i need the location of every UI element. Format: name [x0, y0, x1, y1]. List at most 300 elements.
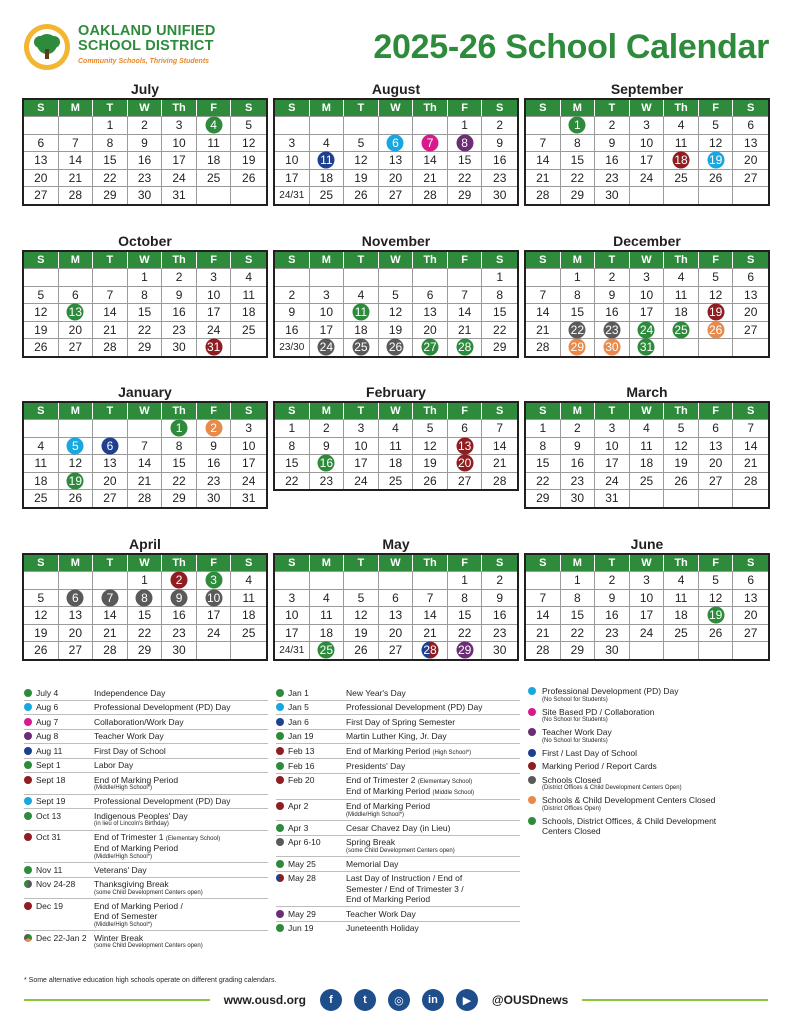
event-entry	[276, 872, 520, 908]
weekday-label: S	[496, 405, 504, 417]
event-entry	[24, 744, 268, 759]
day-number: 25	[206, 170, 221, 185]
day-cell	[310, 322, 345, 339]
day-cell	[664, 490, 699, 507]
event-date	[276, 702, 346, 713]
day-number: 31	[639, 340, 654, 355]
day-number: 27	[68, 340, 83, 355]
day-cell	[526, 607, 561, 624]
footer	[24, 988, 768, 1012]
day-cell	[379, 187, 414, 204]
twitter-icon[interactable]: t	[354, 989, 376, 1011]
day-cell	[275, 473, 310, 490]
day-cell	[231, 187, 266, 204]
week-row	[24, 606, 266, 624]
day-cell	[413, 187, 448, 204]
event-color-dot	[24, 776, 32, 784]
day-cell	[699, 117, 734, 134]
week-row	[275, 268, 517, 286]
event-note: (Middle/High School*)	[94, 921, 153, 928]
day-cell	[59, 117, 94, 134]
facebook-icon[interactable]: f	[320, 989, 342, 1011]
day-cell	[310, 170, 345, 187]
day-cell	[275, 269, 310, 286]
day-number: 22	[570, 170, 585, 185]
event-entry	[276, 730, 520, 745]
day-number: 12	[423, 438, 437, 453]
day-cell	[379, 473, 414, 490]
event-title: First Day of Spring Semester	[346, 716, 456, 727]
day-cell	[162, 322, 197, 339]
day-number: 4	[677, 573, 685, 588]
weekday-label: W	[128, 555, 163, 571]
event-date-text: Oct 13	[36, 810, 62, 821]
day-number: 1	[461, 118, 468, 133]
day-number: 18	[674, 153, 688, 168]
day-cell	[448, 287, 483, 304]
day-cell	[162, 590, 197, 607]
day-number: 3	[643, 270, 650, 285]
day-cell	[344, 572, 379, 589]
day-cell	[310, 625, 345, 642]
day-number: 18	[319, 170, 334, 185]
weekday-label: Th	[664, 252, 699, 268]
event-description	[94, 760, 133, 771]
day-number: 26	[68, 491, 83, 506]
day-cell	[197, 152, 232, 169]
event-title: Indigenous Peoples' Day	[94, 810, 188, 821]
day-number: 14	[103, 608, 117, 623]
event-entry	[24, 795, 268, 810]
month-title: November	[361, 233, 431, 249]
day-cell	[93, 339, 128, 356]
day-cell	[595, 135, 630, 152]
day-cell	[344, 322, 379, 339]
week-row	[24, 454, 266, 472]
day-cell	[733, 642, 768, 659]
event-date	[24, 865, 94, 876]
day-number: 22	[137, 322, 152, 337]
weekday-label: S	[747, 557, 755, 569]
day-cell	[664, 590, 699, 607]
event-title: Labor Day	[94, 760, 134, 770]
day-number: 6	[37, 135, 45, 150]
day-number: 18	[639, 456, 654, 471]
month-title: August	[371, 81, 421, 97]
day-cell	[24, 187, 59, 204]
instagram-icon[interactable]: ◎	[388, 989, 410, 1011]
weekday-label: S	[496, 557, 504, 569]
day-number: 16	[570, 456, 585, 471]
day-number: 3	[643, 118, 650, 133]
month-title: January	[118, 384, 172, 400]
day-cell	[379, 455, 414, 472]
month-august	[273, 80, 519, 206]
day-cell	[595, 607, 630, 624]
day-number: 15	[457, 153, 472, 168]
day-number: 23	[206, 473, 221, 488]
day-cell	[595, 339, 630, 356]
day-cell	[93, 590, 128, 607]
event-entry	[276, 836, 520, 858]
day-number: 28	[493, 473, 507, 488]
day-number: 28	[103, 643, 117, 658]
event-date	[24, 832, 94, 861]
day-cell	[448, 187, 483, 204]
day-number: 3	[175, 118, 183, 133]
day-number: 23	[137, 170, 152, 185]
legend-label: Schools Closed (District Offices & Child Development Centers Open)	[542, 774, 682, 791]
day-cell	[128, 625, 163, 642]
week-row	[275, 589, 517, 607]
weekday-label: T	[595, 555, 630, 571]
day-cell	[561, 187, 596, 204]
day-number: 14	[68, 153, 83, 168]
weekday-label: W	[379, 100, 414, 116]
weekday-label: M	[561, 100, 596, 116]
day-cell	[197, 117, 232, 134]
month-grid	[524, 250, 770, 358]
day-cell	[24, 625, 59, 642]
day-cell	[413, 304, 448, 321]
day-cell	[128, 590, 163, 607]
day-number: 3	[288, 135, 296, 150]
day-cell	[197, 490, 232, 507]
event-color-dot	[276, 776, 284, 784]
linkedin-icon[interactable]: in	[422, 989, 444, 1011]
day-cell	[733, 187, 768, 204]
day-number: 11	[242, 590, 255, 605]
day-cell	[379, 269, 414, 286]
day-cell	[448, 572, 483, 589]
week-row	[24, 134, 266, 152]
event-title: First Day of School	[94, 745, 166, 756]
event-color-dot	[24, 880, 32, 888]
day-cell	[275, 304, 310, 321]
day-cell	[93, 490, 128, 507]
legend-color-dot	[528, 749, 536, 757]
event-date	[24, 933, 94, 951]
day-number: 2	[288, 287, 296, 302]
event-description	[346, 859, 398, 870]
weekday-label: T	[595, 252, 630, 268]
legend-item	[528, 686, 768, 704]
day-cell	[162, 152, 197, 169]
day-cell	[630, 642, 665, 659]
day-cell	[630, 339, 665, 356]
day-cell	[231, 490, 266, 507]
day-number: 26	[34, 340, 48, 355]
day-cell	[733, 304, 768, 321]
day-number: 7	[426, 590, 434, 605]
day-number: 25	[242, 625, 256, 640]
weekday-header	[275, 403, 517, 419]
day-number: 8	[288, 438, 296, 453]
day-cell	[448, 473, 483, 490]
day-number: 21	[536, 625, 550, 640]
youtube-icon[interactable]: ▶	[456, 989, 478, 1011]
weekday-label: M	[310, 403, 345, 419]
day-cell	[733, 625, 768, 642]
day-cell	[59, 187, 94, 204]
weekday-label: Th	[413, 555, 448, 571]
week-row	[24, 571, 266, 589]
event-date-text: Nov 11	[36, 864, 63, 875]
day-number: 24	[206, 322, 221, 337]
day-number: 14	[103, 305, 117, 320]
day-cell	[59, 473, 94, 490]
day-cell	[482, 607, 517, 624]
day-number: 5	[357, 135, 365, 150]
week-row	[24, 589, 266, 607]
day-cell	[128, 269, 163, 286]
day-number: 16	[172, 305, 186, 320]
week-row	[275, 169, 517, 187]
day-cell	[699, 304, 734, 321]
day-number: 7	[106, 590, 114, 605]
event-title: Professional Development (PD) Day	[94, 796, 231, 806]
day-number: 10	[354, 438, 368, 453]
weekday-label: T	[93, 403, 128, 419]
day-number: 6	[392, 590, 399, 605]
day-cell	[413, 117, 448, 134]
week-row	[24, 641, 266, 659]
day-number: 4	[245, 573, 253, 588]
day-cell	[197, 455, 232, 472]
month-grid	[22, 98, 268, 206]
event-title: End of Trimester 2	[346, 775, 416, 785]
event-title-line2: End of Marking Period	[346, 786, 431, 796]
weekday-label: Th	[413, 403, 448, 419]
day-cell	[379, 607, 414, 624]
event-entry	[24, 730, 268, 745]
week-row	[24, 169, 266, 187]
weekday-label: Th	[413, 100, 448, 116]
day-number: 5	[677, 421, 685, 436]
event-date-text: Aug 8	[36, 731, 59, 741]
day-cell	[526, 572, 561, 589]
day-cell	[733, 152, 768, 169]
event-color-dot	[276, 689, 284, 697]
weekday-label: T	[344, 403, 379, 419]
weekday-label: S	[747, 254, 755, 266]
event-date	[24, 717, 94, 728]
day-number: 30	[206, 491, 221, 506]
day-cell	[162, 438, 197, 455]
day-cell	[733, 607, 768, 624]
day-cell	[93, 287, 128, 304]
day-number: 1	[288, 421, 296, 436]
day-cell	[197, 339, 232, 356]
weekday-label: S	[245, 254, 253, 266]
day-number: 5	[37, 287, 45, 302]
day-cell	[630, 135, 665, 152]
day-number: 12	[708, 135, 723, 150]
footer-line-right	[582, 999, 768, 1001]
event-date	[24, 760, 94, 771]
event-date-text: Jan 5	[288, 702, 309, 712]
weekday-header	[275, 100, 517, 116]
day-number: 19	[708, 305, 723, 320]
event-date-text: Feb 16	[288, 760, 315, 771]
event-description	[94, 775, 178, 793]
day-cell	[664, 625, 699, 642]
event-title: Teacher Work Day	[94, 731, 164, 741]
day-number: 7	[141, 438, 148, 453]
day-number: 22	[137, 625, 152, 640]
event-entry	[276, 715, 520, 730]
day-cell	[24, 269, 59, 286]
event-date-text: Sept 19	[36, 796, 66, 806]
day-cell	[413, 269, 448, 286]
day-cell	[699, 455, 734, 472]
day-cell	[630, 420, 665, 437]
day-cell	[310, 135, 345, 152]
day-cell	[699, 287, 734, 304]
day-cell	[561, 170, 596, 187]
event-color-dot	[276, 802, 284, 810]
day-number: 9	[175, 590, 183, 605]
day-number: 15	[536, 456, 550, 471]
month-september	[524, 80, 770, 206]
week-row	[526, 437, 768, 455]
weekday-label: F	[448, 555, 483, 571]
day-number: 17	[319, 322, 334, 337]
day-cell	[93, 473, 128, 490]
event-title: Cesar Chavez Day (in Lieu)	[346, 822, 451, 833]
event-note: (High School*)	[432, 749, 472, 756]
day-cell	[664, 152, 699, 169]
weekday-label: T	[93, 100, 128, 116]
day-cell	[275, 455, 310, 472]
legend-item	[528, 727, 768, 745]
day-cell	[561, 625, 596, 642]
month-grid	[22, 250, 268, 358]
day-cell	[24, 170, 59, 187]
event-date	[24, 688, 94, 699]
day-cell	[595, 438, 630, 455]
day-number: 12	[354, 153, 368, 168]
day-number: 5	[712, 573, 719, 588]
event-note: (Middle School)	[432, 790, 475, 796]
day-cell	[24, 473, 59, 490]
month-title: July	[130, 81, 159, 97]
day-number: 18	[674, 608, 688, 623]
day-cell	[128, 473, 163, 490]
day-cell	[482, 117, 517, 134]
event-date-text: Aug 11	[36, 745, 63, 756]
event-date-text: Dec 19	[36, 900, 63, 911]
day-number: 15	[285, 456, 299, 471]
day-cell	[561, 607, 596, 624]
day-number: 10	[639, 590, 654, 605]
day-number: 1	[496, 270, 504, 285]
day-cell	[197, 590, 232, 607]
day-cell	[526, 322, 561, 339]
day-cell	[162, 642, 197, 659]
event-color-dot	[24, 866, 32, 874]
day-cell	[664, 287, 699, 304]
event-color-dot	[276, 718, 284, 726]
social-handle[interactable]: @OUSDnews	[491, 993, 569, 1007]
day-number: 11	[320, 153, 333, 168]
day-number: 26	[388, 340, 403, 355]
page-title: 2025-26 School Calendar	[373, 28, 769, 66]
weekday-header	[526, 403, 768, 419]
month-grid	[273, 250, 519, 358]
day-cell	[448, 117, 483, 134]
day-cell	[197, 625, 232, 642]
day-cell	[482, 642, 517, 659]
event-description	[94, 865, 147, 876]
day-number: 7	[539, 287, 547, 302]
day-number: 20	[68, 322, 83, 337]
week-row	[24, 338, 266, 356]
day-cell	[197, 322, 232, 339]
day-number: 9	[288, 305, 296, 320]
week-row	[275, 624, 517, 642]
day-cell	[413, 590, 448, 607]
day-number: 2	[175, 270, 183, 285]
event-date	[276, 909, 346, 920]
day-cell	[231, 455, 266, 472]
week-row	[275, 338, 517, 356]
day-cell	[197, 187, 232, 204]
day-number: 25	[388, 473, 403, 488]
day-cell	[448, 269, 483, 286]
day-cell	[664, 420, 699, 437]
day-cell	[128, 304, 163, 321]
event-color-dot	[276, 924, 284, 932]
event-date-text: Jun 19	[288, 923, 314, 933]
day-number: 28	[536, 340, 550, 355]
day-cell	[24, 490, 59, 507]
day-cell	[93, 322, 128, 339]
day-cell	[24, 287, 59, 304]
day-cell	[310, 339, 345, 356]
day-cell	[482, 287, 517, 304]
event-date-text: Oct 31	[36, 832, 62, 842]
day-number: 4	[677, 270, 685, 285]
event-date-text: Jan 1	[288, 687, 309, 698]
day-number: 2	[608, 118, 616, 133]
week-row	[24, 472, 266, 490]
weekday-label: S	[245, 557, 253, 569]
week-row	[526, 268, 768, 286]
week-row	[526, 151, 768, 169]
day-number: 4	[210, 118, 217, 133]
day-cell	[526, 455, 561, 472]
weekday-label: S	[245, 405, 253, 417]
event-date-text: Apr 3	[288, 822, 309, 833]
day-number: 11	[640, 438, 653, 453]
day-number: 7	[106, 287, 114, 302]
day-cell	[310, 607, 345, 624]
weekday-label: S	[24, 100, 59, 116]
day-number: 28	[423, 188, 437, 203]
event-color-dot	[276, 747, 284, 755]
day-number: 14	[536, 153, 550, 168]
weekday-label: W	[128, 252, 163, 268]
event-color-dot	[276, 703, 284, 711]
day-number: 26	[674, 473, 688, 488]
week-row	[275, 303, 517, 321]
day-number: 26	[708, 625, 723, 640]
day-cell	[162, 269, 197, 286]
day-number: 18	[674, 305, 688, 320]
event-title: End of Marking Period /	[94, 900, 183, 911]
website-link[interactable]: www.ousd.org	[223, 993, 306, 1007]
